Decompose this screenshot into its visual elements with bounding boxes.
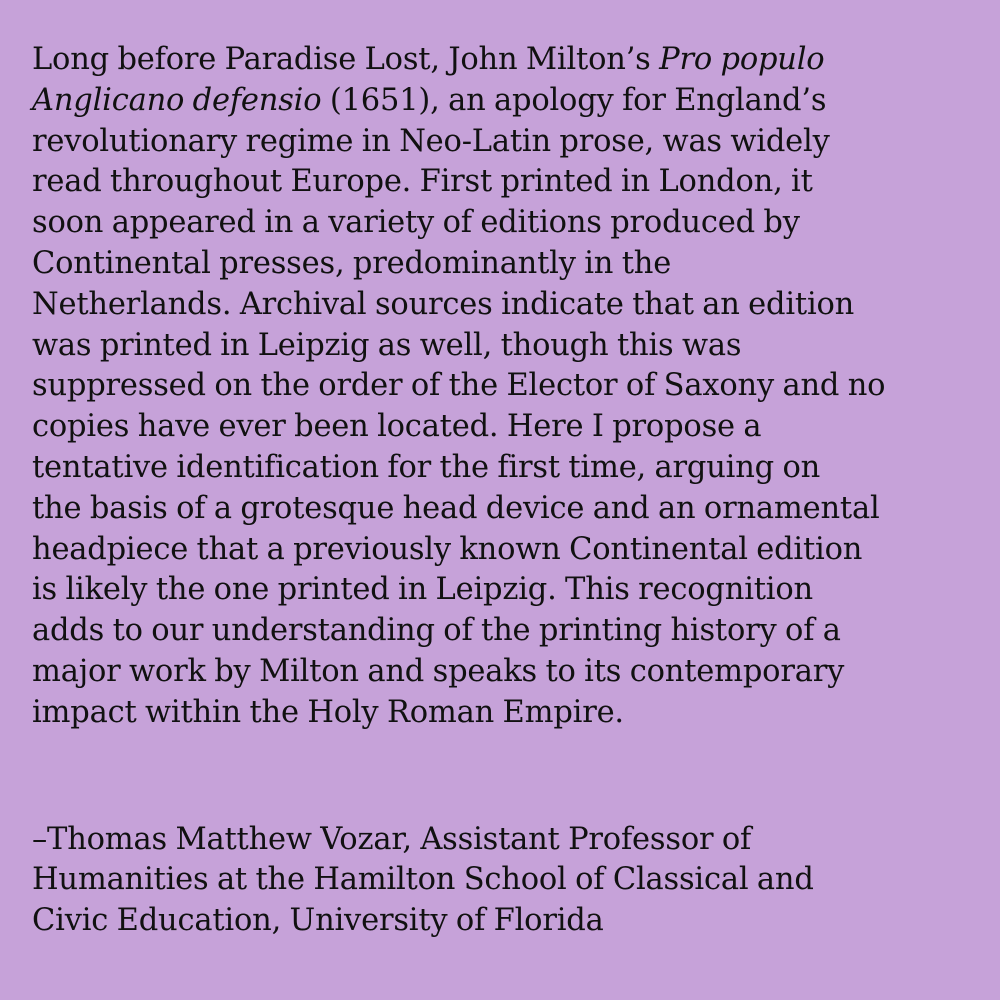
abstract-line (32, 81, 970, 122)
abstract-line: was printed in Leipzig as well, though this was (32, 327, 742, 363)
attribution-line: –Thomas Matthew Vozar, Assistant Professor of (32, 821, 752, 857)
attribution-line: Humanities at the Hamilton School of Classical and (32, 862, 814, 898)
book-title-italic: Anglicano defensio (32, 82, 322, 118)
abstract-line: suppressed on the order of the Elector of Saxony and no (32, 368, 886, 404)
abstract-line (32, 40, 970, 81)
abstract-line: major work by Milton and speaks to its contemporary (32, 653, 845, 689)
abstract-line: soon appeared in a variety of editions produced by (32, 205, 800, 241)
abstract-line: read throughout Europe. First printed in London, it (32, 164, 813, 200)
book-title-italic: Pro populo (659, 42, 825, 77)
abstract-line: revolutionary regime in Neo-Latin prose, was widely (32, 123, 830, 159)
abstract-line: Continental presses, predominantly in the (32, 245, 672, 281)
abstract-text: Long before Paradise Lost, John Milton’s (32, 42, 660, 77)
abstract-line: tentative identification for the first time, arguing on (32, 449, 821, 485)
attribution-line: Civic Education, University of Florida (32, 903, 604, 939)
abstract-line: is likely the one printed in Leipzig. This recognition (32, 572, 813, 608)
abstract-line: adds to our understanding of the printing history of a (32, 613, 841, 649)
abstract-paragraph (32, 40, 970, 734)
abstract-line: headpiece that a previously known Continental edition (32, 531, 863, 567)
abstract-line: Netherlands. Archival sources indicate that an edition (32, 286, 855, 322)
abstract-line: impact within the Holy Roman Empire. (32, 694, 624, 730)
author-attribution (32, 820, 970, 942)
abstract-line: the basis of a grotesque head device and an ornamental (32, 490, 880, 526)
abstract-line: copies have ever been located. Here I propose a (32, 409, 762, 445)
abstract-text: (1651), an apology for England’s (321, 82, 827, 118)
